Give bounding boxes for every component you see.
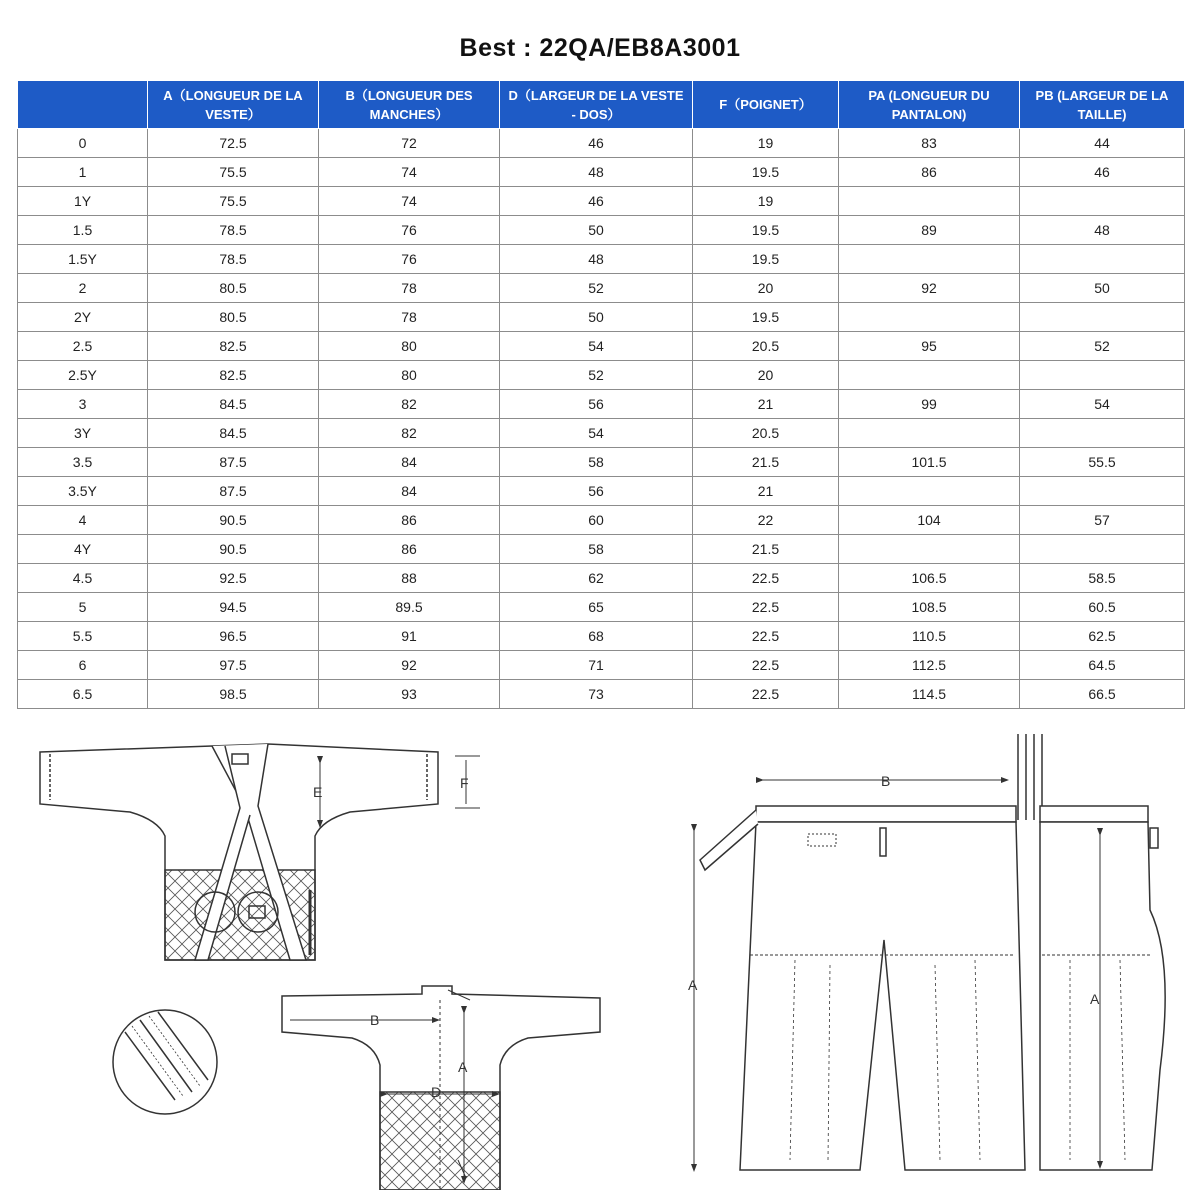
- table-row: [18, 622, 1185, 651]
- measurement-cell: 94.5: [148, 593, 319, 622]
- table-row: [18, 245, 1185, 274]
- size-cell: 1: [18, 158, 148, 187]
- size-cell: 5: [18, 593, 148, 622]
- measurement-cell: 104: [839, 506, 1020, 535]
- column-header: A（LONGUEUR DE LA VESTE）: [148, 81, 319, 129]
- measurement-cell: 48: [500, 158, 693, 187]
- measurement-cell: [1020, 187, 1185, 216]
- size-cell: 2.5Y: [18, 361, 148, 390]
- measurement-cell: 86: [319, 535, 500, 564]
- measurement-cell: 72.5: [148, 129, 319, 158]
- table-row: [18, 651, 1185, 680]
- size-cell: 3Y: [18, 419, 148, 448]
- label-a-pants-front: A: [688, 977, 698, 993]
- measurement-cell: 22.5: [693, 564, 839, 593]
- measurement-cell: 22.5: [693, 593, 839, 622]
- measurement-cell: 22.5: [693, 622, 839, 651]
- garment-diagrams: [0, 720, 1200, 1190]
- measurement-cell: 19.5: [693, 216, 839, 245]
- measurement-cell: 52: [1020, 332, 1185, 361]
- measurement-cell: 80.5: [148, 274, 319, 303]
- label-e: E: [313, 784, 323, 800]
- measurement-cell: 98.5: [148, 680, 319, 709]
- measurement-cell: 78: [319, 274, 500, 303]
- measurement-cell: 19: [693, 187, 839, 216]
- measurement-cell: 48: [500, 245, 693, 274]
- measurement-cell: 68: [500, 622, 693, 651]
- measurement-cell: 50: [500, 303, 693, 332]
- measurement-cell: 60.5: [1020, 593, 1185, 622]
- measurement-cell: [839, 419, 1020, 448]
- table-row: [18, 506, 1185, 535]
- measurement-cell: 87.5: [148, 477, 319, 506]
- measurement-cell: 19.5: [693, 303, 839, 332]
- measurement-cell: 78: [319, 303, 500, 332]
- measurement-cell: 82.5: [148, 332, 319, 361]
- measurement-cell: 20.5: [693, 419, 839, 448]
- measurement-cell: 76: [319, 245, 500, 274]
- measurement-cell: 54: [1020, 390, 1185, 419]
- measurement-cell: 110.5: [839, 622, 1020, 651]
- measurement-cell: 90.5: [148, 535, 319, 564]
- table-row: [18, 274, 1185, 303]
- measurement-cell: 66.5: [1020, 680, 1185, 709]
- measurement-cell: [839, 245, 1020, 274]
- measurement-cell: 92: [839, 274, 1020, 303]
- measurement-cell: 92: [319, 651, 500, 680]
- measurement-cell: 95: [839, 332, 1020, 361]
- measurement-cell: 72: [319, 129, 500, 158]
- size-cell: 3.5: [18, 448, 148, 477]
- table-row: [18, 187, 1185, 216]
- size-chart-table: [17, 80, 1185, 709]
- measurement-cell: [1020, 477, 1185, 506]
- measurement-cell: [839, 477, 1020, 506]
- page-title: Best : 22QA/EB8A3001: [459, 34, 741, 62]
- size-cell: 5.5: [18, 622, 148, 651]
- measurement-cell: [1020, 303, 1185, 332]
- measurement-cell: 86: [319, 506, 500, 535]
- size-cell: 2.5: [18, 332, 148, 361]
- size-cell: 0: [18, 129, 148, 158]
- measurement-cell: [1020, 419, 1185, 448]
- label-a-jacket: A: [458, 1059, 468, 1075]
- measurement-cell: 56: [500, 477, 693, 506]
- pants-front-drawing: [694, 734, 1042, 1170]
- measurement-cell: 78.5: [148, 216, 319, 245]
- measurement-cell: 19: [693, 129, 839, 158]
- size-cell: 3: [18, 390, 148, 419]
- table-row: [18, 419, 1185, 448]
- measurement-cell: 20: [693, 361, 839, 390]
- table-row: [18, 303, 1185, 332]
- measurement-cell: 56: [500, 390, 693, 419]
- measurement-cell: 73: [500, 680, 693, 709]
- table-row: [18, 129, 1185, 158]
- measurement-cell: 82: [319, 390, 500, 419]
- measurement-cell: 89: [839, 216, 1020, 245]
- measurement-cell: [839, 303, 1020, 332]
- measurement-cell: 74: [319, 158, 500, 187]
- measurement-cell: 84.5: [148, 419, 319, 448]
- measurement-cell: 52: [500, 274, 693, 303]
- size-cell: 6.5: [18, 680, 148, 709]
- stitch-detail-drawing: [113, 1010, 217, 1114]
- measurement-cell: 21: [693, 477, 839, 506]
- measurement-cell: 89.5: [319, 593, 500, 622]
- table-row: [18, 332, 1185, 361]
- measurement-cell: 44: [1020, 129, 1185, 158]
- table-row: [18, 361, 1185, 390]
- measurement-cell: 55.5: [1020, 448, 1185, 477]
- measurement-cell: 64.5: [1020, 651, 1185, 680]
- table-row: [18, 564, 1185, 593]
- measurement-cell: [1020, 361, 1185, 390]
- jacket-front-drawing: [40, 744, 480, 960]
- measurement-cell: 82.5: [148, 361, 319, 390]
- measurement-cell: 114.5: [839, 680, 1020, 709]
- measurement-cell: 84: [319, 448, 500, 477]
- measurement-cell: 58: [500, 448, 693, 477]
- measurement-cell: 90.5: [148, 506, 319, 535]
- column-header: F（POIGNET）: [693, 81, 839, 129]
- table-header-row: [18, 81, 1185, 129]
- measurement-cell: 80.5: [148, 303, 319, 332]
- measurement-cell: 19.5: [693, 158, 839, 187]
- measurement-cell: 52: [500, 361, 693, 390]
- measurement-cell: 21: [693, 390, 839, 419]
- size-cell: 3.5Y: [18, 477, 148, 506]
- size-cell: 1.5: [18, 216, 148, 245]
- measurement-cell: 84.5: [148, 390, 319, 419]
- column-header: B（LONGUEUR DES MANCHES）: [319, 81, 500, 129]
- measurement-cell: 86: [839, 158, 1020, 187]
- measurement-cell: 99: [839, 390, 1020, 419]
- measurement-cell: 22.5: [693, 651, 839, 680]
- measurement-cell: 58.5: [1020, 564, 1185, 593]
- measurement-cell: 20: [693, 274, 839, 303]
- measurement-cell: 46: [1020, 158, 1185, 187]
- measurement-cell: 83: [839, 129, 1020, 158]
- label-a-pants-side: A: [1090, 991, 1100, 1007]
- pants-side-drawing: [1040, 806, 1165, 1170]
- size-cell: 1Y: [18, 187, 148, 216]
- label-d-jacket: D: [431, 1084, 442, 1100]
- measurement-cell: 97.5: [148, 651, 319, 680]
- table-row: [18, 390, 1185, 419]
- column-header: PB (LARGEUR DE LA TAILLE): [1020, 81, 1185, 129]
- measurement-cell: 101.5: [839, 448, 1020, 477]
- label-b-pants: B: [881, 773, 891, 789]
- measurement-cell: 46: [500, 129, 693, 158]
- column-header: PA (LONGUEUR DU PANTALON): [839, 81, 1020, 129]
- measurement-cell: [1020, 245, 1185, 274]
- label-f: F: [460, 775, 469, 791]
- measurement-cell: 22: [693, 506, 839, 535]
- measurement-cell: 60: [500, 506, 693, 535]
- measurement-cell: 87.5: [148, 448, 319, 477]
- measurement-cell: [1020, 535, 1185, 564]
- measurement-cell: [839, 187, 1020, 216]
- measurement-cell: 91: [319, 622, 500, 651]
- measurement-cell: 57: [1020, 506, 1185, 535]
- size-cell: 4: [18, 506, 148, 535]
- measurement-cell: 65: [500, 593, 693, 622]
- column-header: [18, 81, 148, 129]
- measurement-cell: [839, 361, 1020, 390]
- measurement-cell: 96.5: [148, 622, 319, 651]
- measurement-cell: 106.5: [839, 564, 1020, 593]
- measurement-cell: 50: [500, 216, 693, 245]
- measurement-cell: 62.5: [1020, 622, 1185, 651]
- measurement-cell: 62: [500, 564, 693, 593]
- measurement-cell: 22.5: [693, 680, 839, 709]
- measurement-cell: 75.5: [148, 187, 319, 216]
- measurement-cell: 76: [319, 216, 500, 245]
- table-row: [18, 680, 1185, 709]
- measurement-cell: [839, 535, 1020, 564]
- size-cell: 6: [18, 651, 148, 680]
- size-cell: 2: [18, 274, 148, 303]
- measurement-cell: 50: [1020, 274, 1185, 303]
- size-cell: 2Y: [18, 303, 148, 332]
- measurement-cell: 46: [500, 187, 693, 216]
- label-b-jacket: B: [370, 1012, 380, 1028]
- table-row: [18, 477, 1185, 506]
- measurement-cell: 112.5: [839, 651, 1020, 680]
- measurement-cell: 75.5: [148, 158, 319, 187]
- table-row: [18, 593, 1185, 622]
- measurement-cell: 20.5: [693, 332, 839, 361]
- measurement-cell: 54: [500, 419, 693, 448]
- measurement-cell: 93: [319, 680, 500, 709]
- table-body: [18, 129, 1185, 709]
- measurement-cell: 19.5: [693, 245, 839, 274]
- measurement-cell: 108.5: [839, 593, 1020, 622]
- measurement-cell: 54: [500, 332, 693, 361]
- table-row: [18, 158, 1185, 187]
- measurement-cell: 48: [1020, 216, 1185, 245]
- size-cell: 1.5Y: [18, 245, 148, 274]
- table-row: [18, 448, 1185, 477]
- measurement-cell: 21.5: [693, 535, 839, 564]
- measurement-cell: 80: [319, 332, 500, 361]
- measurement-cell: 21.5: [693, 448, 839, 477]
- measurement-cell: 58: [500, 535, 693, 564]
- column-header: D（LARGEUR DE LA VESTE - DOS）: [500, 81, 693, 129]
- size-cell: 4Y: [18, 535, 148, 564]
- measurement-cell: 71: [500, 651, 693, 680]
- table-row: [18, 216, 1185, 245]
- measurement-cell: 82: [319, 419, 500, 448]
- table-row: [18, 535, 1185, 564]
- size-cell: 4.5: [18, 564, 148, 593]
- measurement-cell: 92.5: [148, 564, 319, 593]
- measurement-cell: 84: [319, 477, 500, 506]
- measurement-cell: 88: [319, 564, 500, 593]
- measurement-cell: 74: [319, 187, 500, 216]
- measurement-cell: 78.5: [148, 245, 319, 274]
- measurement-cell: 80: [319, 361, 500, 390]
